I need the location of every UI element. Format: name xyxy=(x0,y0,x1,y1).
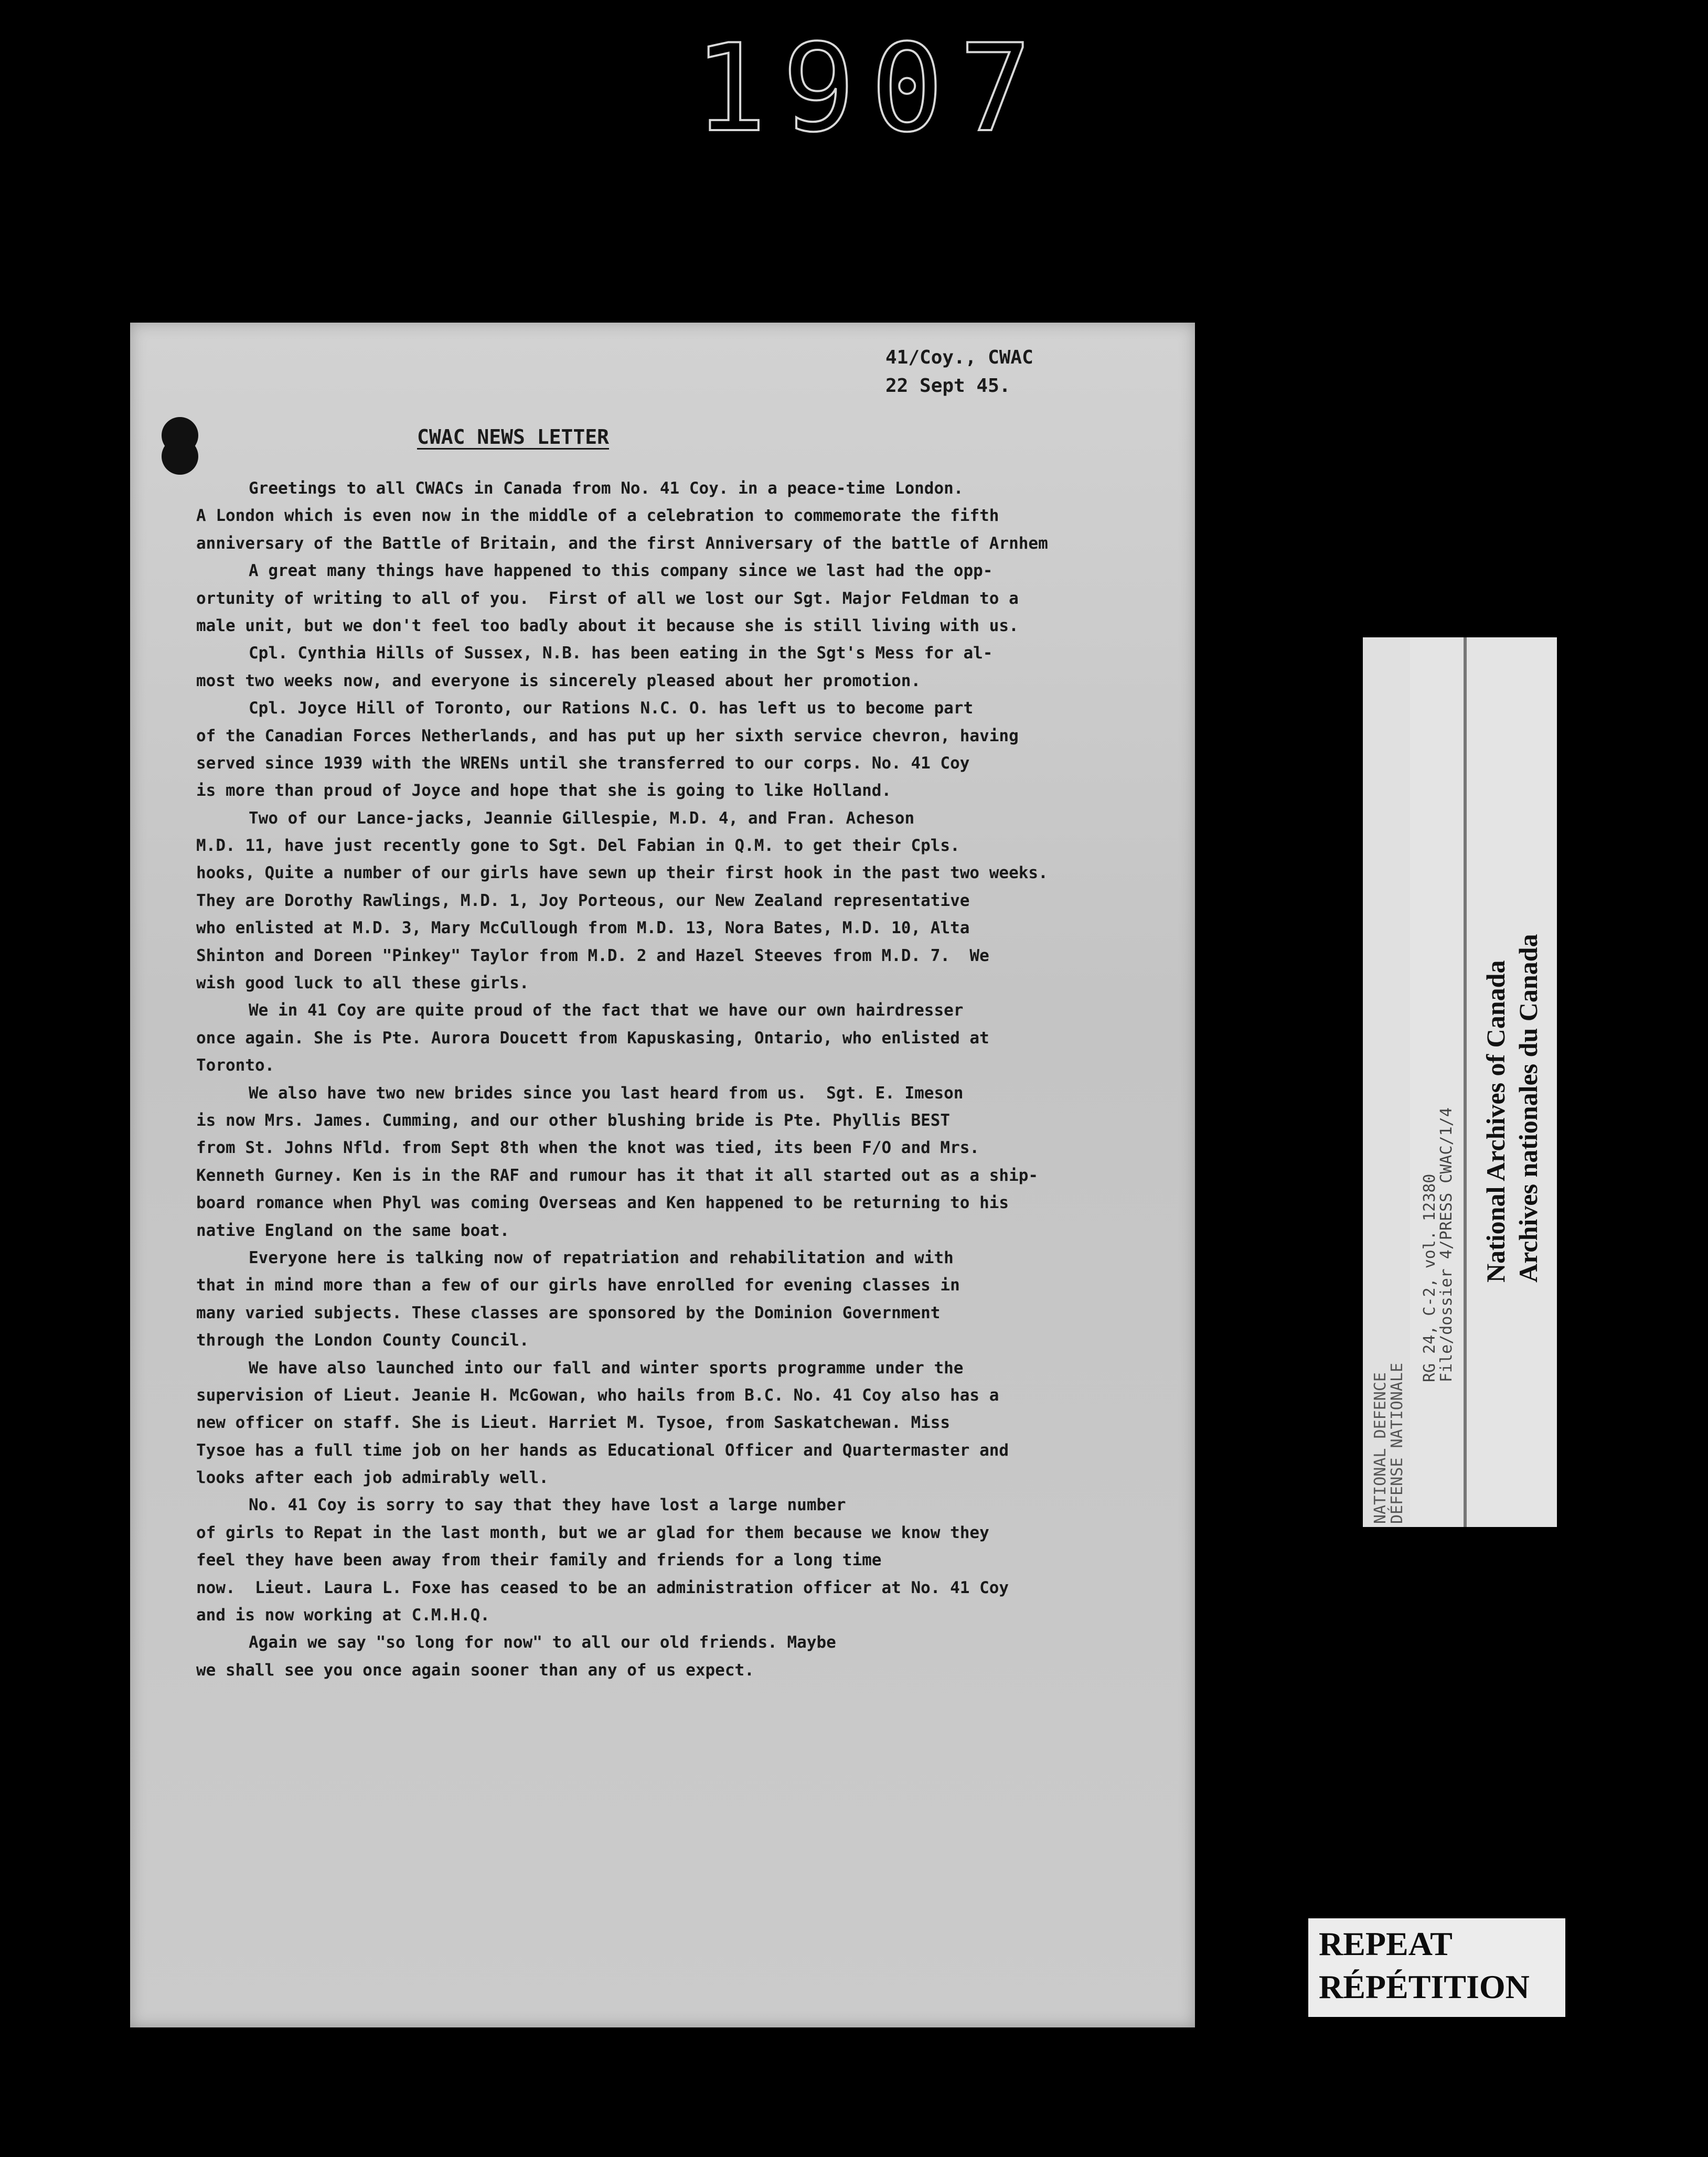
letter-line: Greetings to all CWACs in Canada from No. 41 Coy. in a peace-time London. xyxy=(249,479,964,498)
label-divider xyxy=(1464,637,1467,1527)
letter-line: from St. Johns Nfld. from Sept 8th when the knot was tied, its been F/O and Mrs. xyxy=(196,1138,980,1158)
archives-name-fr: Archives nationales du Canada xyxy=(1513,934,1543,1283)
letter-line: board romance when Phyl was coming Overseas and Ken happened to be returning to his xyxy=(196,1193,1009,1213)
letter-line: through the London County Council. xyxy=(196,1331,529,1350)
department-name-fr: DÉFENSE NATIONALE xyxy=(1388,1362,1406,1524)
letter-line: We in 41 Coy are quite proud of the fact that we have our own hairdresser xyxy=(249,1001,964,1020)
letter-line: wish good luck to all these girls. xyxy=(196,974,529,993)
letter-line: A great many things have happened to this company since we last had the opp- xyxy=(249,561,993,581)
frame-number: 1907 xyxy=(694,37,1048,142)
document-page xyxy=(130,323,1195,2027)
record-group-reference: RG 24, C-2, vol. 12380 xyxy=(1421,1173,1439,1382)
letter-line: who enlisted at M.D. 3, Mary McCullough from M.D. 13, Nora Bates, M.D. 10, Alta xyxy=(196,919,970,938)
letter-line: many varied subjects. These classes are sponsored by the Dominion Government xyxy=(196,1303,941,1322)
letter-date: 22 Sept 45. xyxy=(885,375,1011,397)
letter-line: that in mind more than a few of our girls have enrolled for evening classes in xyxy=(196,1276,960,1295)
letter-line: Two of our Lance-jacks, Jeannie Gillespie, M.D. 4, and Fran. Acheson xyxy=(249,808,915,828)
letter-line: They are Dorothy Rawlings, M.D. 1, Joy Porteous, our New Zealand representative xyxy=(196,891,970,910)
archival-reference xyxy=(1422,753,1455,1382)
letter-line: feel they have been away from their family and friends for a long time xyxy=(196,1551,882,1570)
department-name xyxy=(1372,1304,1406,1524)
letter-line: Everyone here is talking now of repatriation and rehabilitation and with xyxy=(249,1248,954,1267)
letter-line: hooks, Quite a number of our girls have sewn up their first hook in the past two weeks. xyxy=(196,863,1048,883)
letter-line: No. 41 Coy is sorry to say that they have lost a large number xyxy=(249,1496,846,1515)
file-reference: File/dossier 4/PRESS CWAC/1/4 xyxy=(1437,1107,1456,1382)
letter-line: We also have two new brides since you last heard from us. Sgt. E. Imeson xyxy=(249,1083,964,1103)
letter-line: supervision of Lieut. Jeanie H. McGowan, who hails from B.C. No. 41 Coy also has a xyxy=(196,1385,999,1405)
repeat-label: REPEAT xyxy=(1319,1925,1453,1962)
letter-header xyxy=(885,344,1127,400)
unit-designation: 41/Coy., CWAC xyxy=(885,347,1033,368)
letter-line: looks after each job admirably well. xyxy=(196,1468,549,1488)
letter-body xyxy=(196,475,1193,1684)
letter-line: A London which is even now in the middle of a celebration to commemorate the fifth xyxy=(196,506,999,526)
letter-line: is more than proud of Joyce and hope that she is going to like Holland. xyxy=(196,781,892,800)
letter-line: Tysoe has a full time job on her hands as Educational Officer and Quartermaster and xyxy=(196,1440,1009,1460)
letter-line: M.D. 11, have just recently gone to Sgt. Del Fabian in Q.M. to get their Cpls. xyxy=(196,836,960,856)
letter-line: Again we say "so long for now" to all our old friends. Maybe xyxy=(249,1633,836,1652)
letter-line: once again. She is Pte. Aurora Doucett from Kapuskasing, Ontario, who enlisted at xyxy=(196,1028,989,1048)
letter-line: Toronto. xyxy=(196,1056,275,1075)
letter-line: is now Mrs. James. Cumming, and our other blushing bride is Pte. Phyllis BEST xyxy=(196,1110,951,1130)
letter-line: Cpl. Cynthia Hills of Sussex, N.B. has been eating in the Sgt's Mess for al- xyxy=(249,644,993,663)
department-name-en: NATIONAL DEFENCE xyxy=(1371,1372,1390,1524)
archives-name xyxy=(1479,653,1544,1283)
letter-line: of the Canadian Forces Netherlands, and has put up her sixth service chevron, having xyxy=(196,726,1019,745)
letter-line: and is now working at C.M.H.Q. xyxy=(196,1606,490,1625)
letter-line: male unit, but we don't feel too badly about it because she is still living with us. xyxy=(196,616,1019,635)
letter-line: new officer on staff. She is Lieut. Harriet M. Tysoe, from Saskatchewan. Miss xyxy=(196,1413,951,1433)
letter-line: most two weeks now, and everyone is sincerely pleased about her promotion. xyxy=(196,671,921,690)
repetition-label: RÉPÉTITION xyxy=(1319,1968,1530,2005)
archives-name-en: National Archives of Canada xyxy=(1481,960,1510,1283)
letter-line: we shall see you once again sooner than any of us expect. xyxy=(196,1660,754,1680)
letter-line: of girls to Repat in the last month, but we ar glad for them because we know they xyxy=(196,1523,989,1542)
letter-line: anniversary of the Battle of Britain, and the first Anniversary of the battle of Arnhem xyxy=(196,533,1048,553)
archive-reference-label xyxy=(1363,637,1557,1527)
letter-line: native England on the same boat. xyxy=(196,1221,510,1240)
letter-line: ortunity of writing to all of you. First of all we lost our Sgt. Major Feldman to a xyxy=(196,589,1019,608)
newsletter-title: CWAC NEWS LETTER xyxy=(417,425,610,449)
repeat-stamp xyxy=(1308,1918,1565,2017)
letter-line: Kenneth Gurney. Ken is in the RAF and rumour has it that it all started out as a ship- xyxy=(196,1166,1039,1185)
letter-line: Shinton and Doreen "Pinkey" Taylor from M.D. 2 and Hazel Steeves from M.D. 7. We xyxy=(196,946,989,965)
letter-line: served since 1939 with the WRENs until she transferred to our corps. No. 41 Coy xyxy=(196,753,970,773)
letter-line: We have also launched into our fall and winter sports programme under the xyxy=(249,1358,964,1378)
letter-line: now. Lieut. Laura L. Foxe has ceased to be an administration officer at No. 41 Coy xyxy=(196,1578,1009,1597)
letter-line: Cpl. Joyce Hill of Toronto, our Rations N.C. O. has left us to become part xyxy=(249,699,974,718)
